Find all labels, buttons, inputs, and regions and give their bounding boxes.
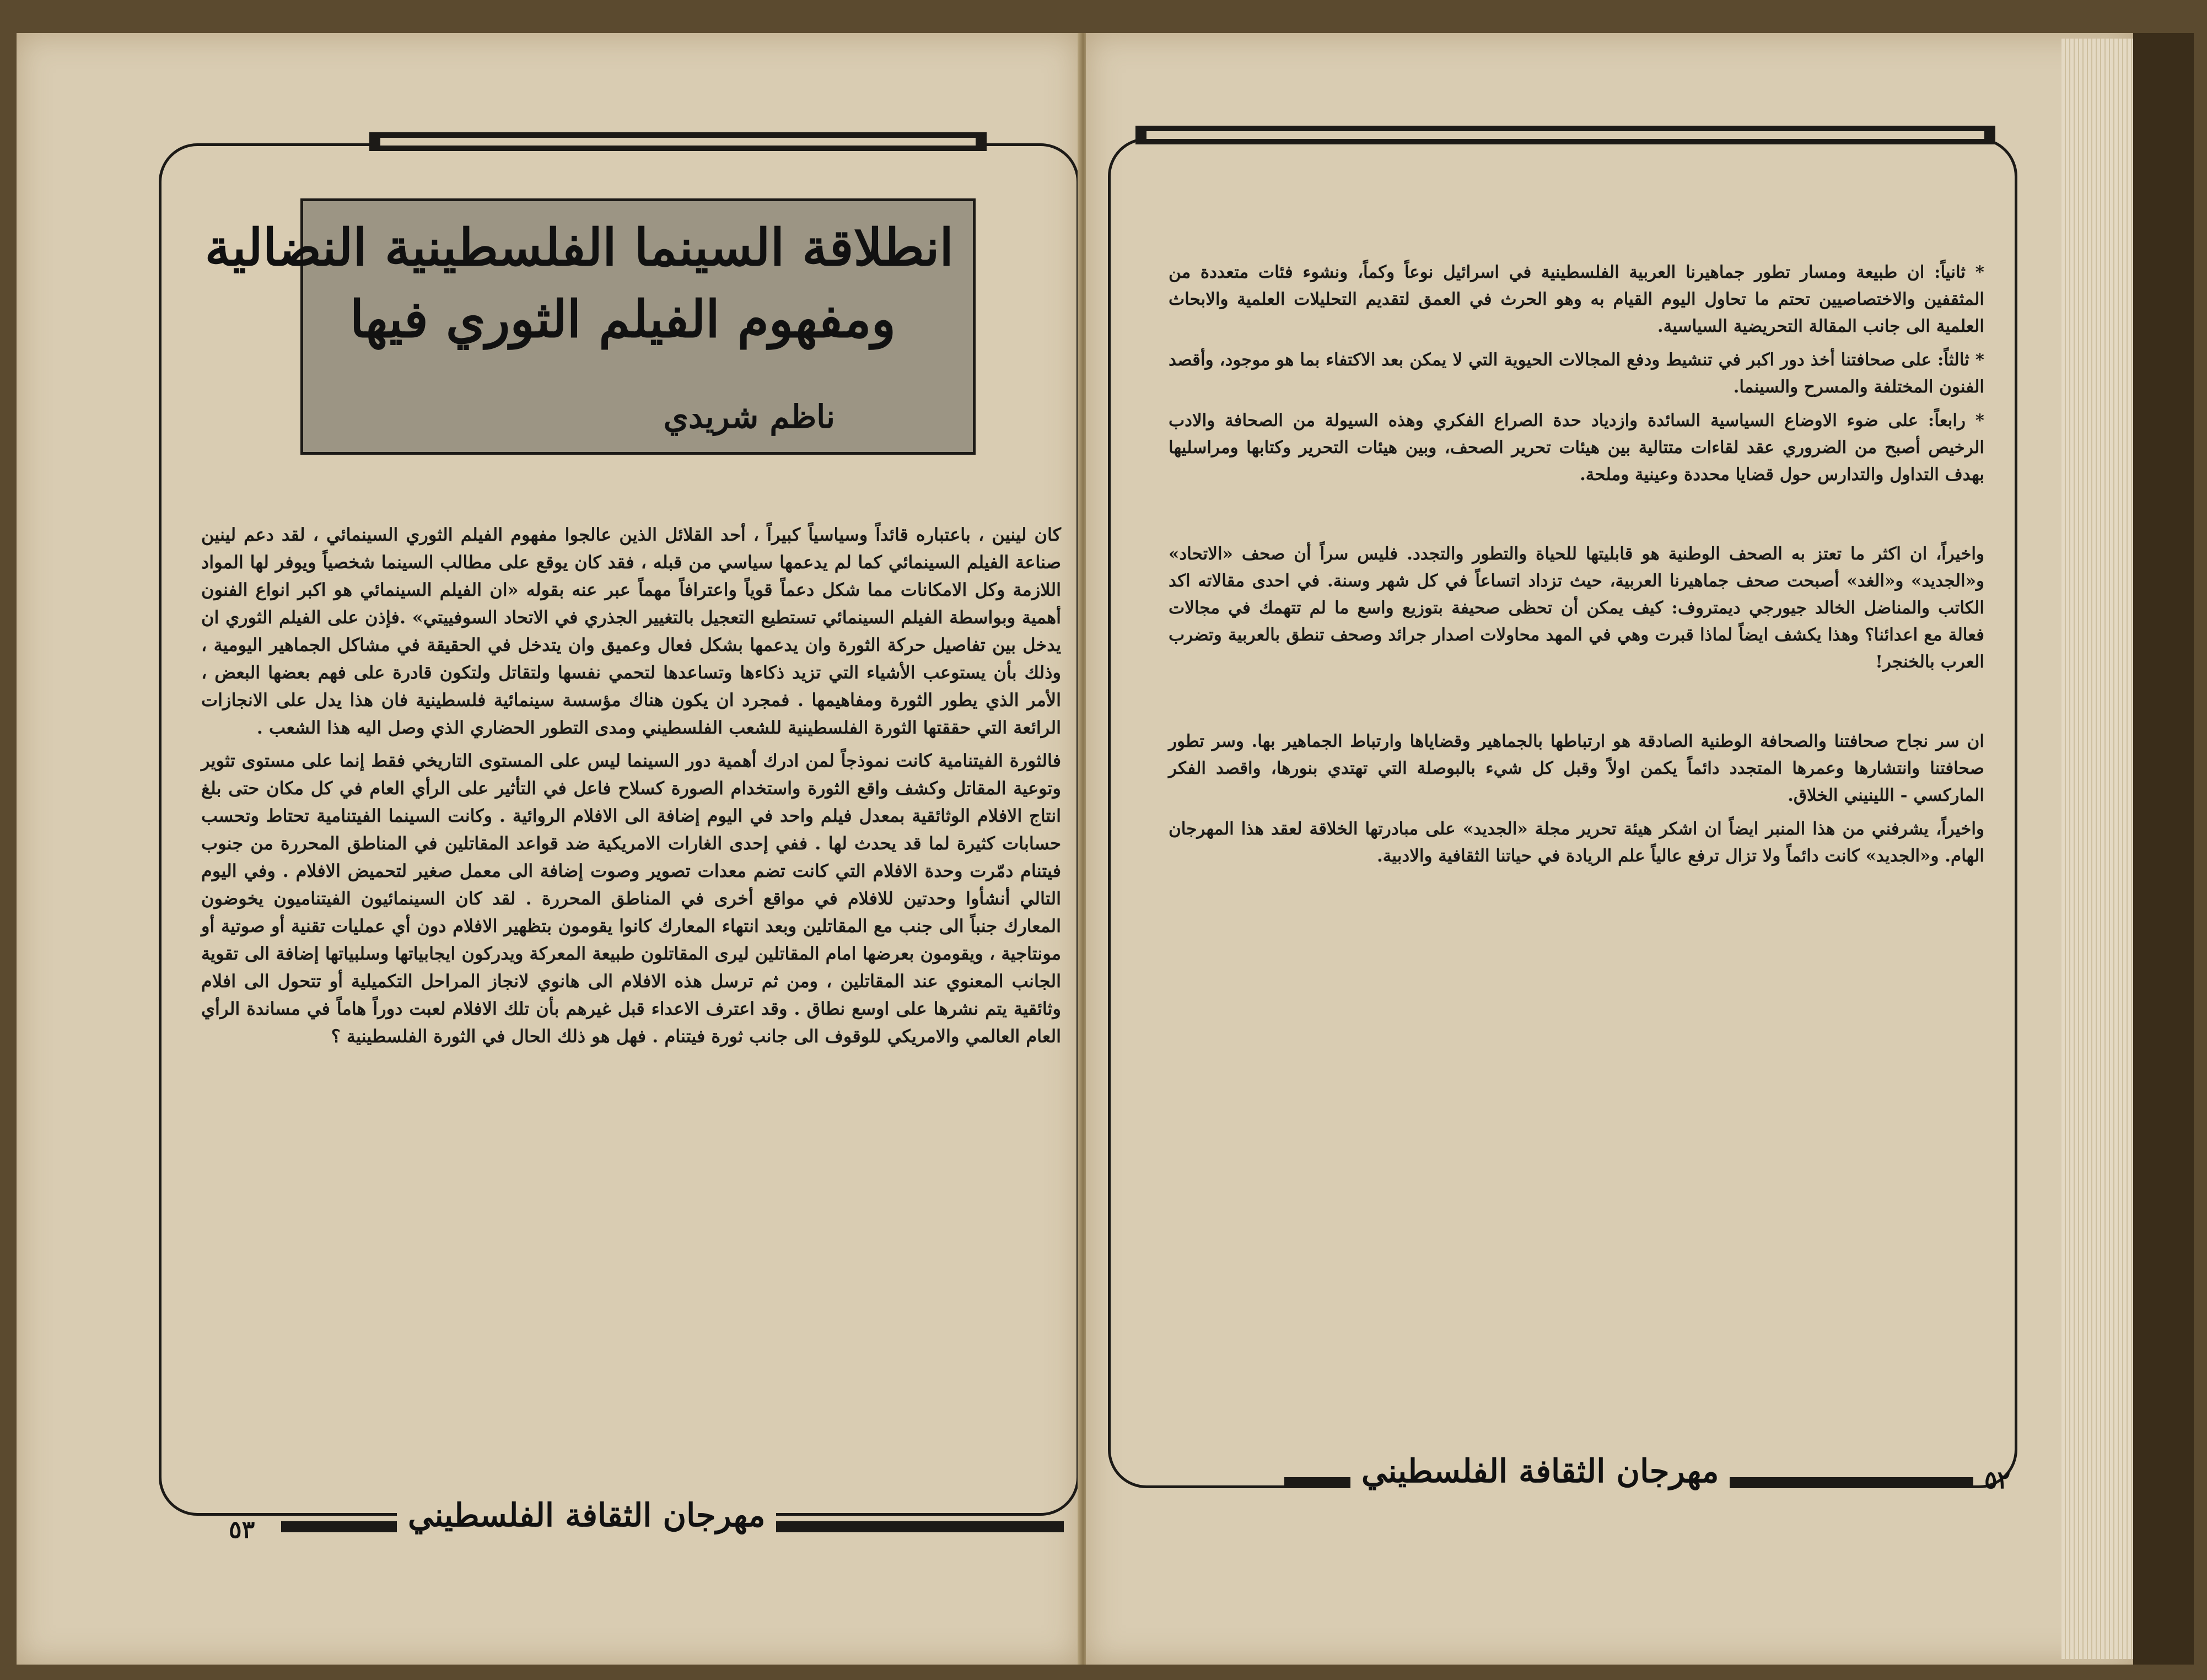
- right-paragraph-success: ان سر نجاح صحافتنا والصحافة الوطنية الصادقة هو ارتباطها بالجماهير وقضاياها وارتباط الجماهير بها. وسر تطور صحافتنا وانتشارها وعمرها المتجدد دائماً يكمن اولاً وقبل كل شيء بالبوصلة التي تهتدي بنورها، واقصد الفكر الماركسي - اللينيني الخلاق.: [1169, 731, 1984, 805]
- left-page: [17, 33, 1080, 1665]
- left-article-body: [201, 521, 1061, 1056]
- right-article-body: [1169, 259, 1984, 922]
- right-paragraph-finally: واخيراً، ان اكثر ما تعتز به الصحف الوطنية هو قابليتها للحياة والتطور والتجدد. فليس سراً أن صحف «الاتحاد» و«الجديد» و«الغد» أصبحت صحف جماهيرنا العربية، حيث تزداد اتساعاً في كل شهر وسنة. في احدى مقالاته اكد الكاتب والمناضل الخالد جيورجي ديمتروف: كيف يمكن أن تحظى صحيفة بتوزيع واسع ما لم تتهمك في مجالات فعالة مع اعدائنا؟ وهذا يكشف ايضاً لماذا قبرت وهي في المهد محاولات اصدار جرائد وصحف تنطق بالعربية وتضرب العرب بالخنجر!: [1169, 544, 1984, 672]
- book-spread: [17, 33, 2194, 1665]
- article-title-line-2: ومفهوم الفيلم الثوري فيها: [349, 289, 896, 349]
- right-footer-title: مهرجان الثقافة الفلسطيني: [1350, 1452, 1730, 1490]
- left-paragraph-1: كان لينين ، باعتباره قائداً وسياسياً كبيراً ، أحد القلائل الذين عالجوا مفهوم الفيلم الثوري السينمائي ، لقد دعم لينين صناعة الفيلم السينمائي كما لم يدعمها سياسي من قبله ، فقد كان يوقع على مطالب السينما شخصياً ويوفر لها المواد اللازمة وكل الامكانات مما شكل دعماً قوياً واعترافاً مهماً عبر عنه بقوله «ان الفيلم السينمائي هو اكبر انواع الفنون أهمية وبواسطة الفيلم السينمائي تستطيع التعجيل بالتغيير الجذري في الاتحاد السوفييتي» .فإذن على الفيلم الثوري ان يدخل بين تفاصيل حركة الثورة وان يدعمها بشكل فعال وعميق وان يتدخل في الحقيقة في مشاكل الجماهير اليومية ، وذلك بأن يستوعب الأشياء التي تزيد ذكاءها وتساعدها لتحمي نفسها ولتقاتل ولتكون قادرة على فهم بعضها البعض ، الأمر الذي يطور الثورة ومفاهيمها . فمجرد ان يكون هناك مؤسسة سينمائية فلسطينية فان هذا يدل على الانجازات الرائعة التي حققتها الثورة الفلسطينية للشعب الفلسطيني ومدى التطور الحضاري الذي وصل اليه هذا الشعب .: [201, 524, 1061, 738]
- right-paragraph-thirdly: * ثالثاً: على صحافتنا أخذ دور اكبر في تنشيط ودفع المجالات الحيوية التي لا يمكن بعد الاكتفاء بما هو موجود، وأقصد الفنون المختلفة والمسرح والسينما.: [1169, 350, 1984, 397]
- article-title-box: [204, 198, 976, 455]
- right-block-1: [1169, 259, 1984, 488]
- right-paragraph-secondly: * ثانياً: ان طبيعة ومسار تطور جماهيرنا العربية الفلسطينية في اسرائيل نوعاً وكماً، ونشوء فئات متعددة من المثقفين والاختصاصيين تحتم ما تحاول اليوم القيام به وهو الحرث في العمق لتقديم التحليلات العلمية والابحاث العلمية الى جانب المقالة التحريضية السياسية.: [1169, 262, 1984, 336]
- left-footer-title: مهرجان الثقافة الفلسطيني: [397, 1496, 776, 1534]
- right-page: [1086, 33, 2133, 1665]
- article-author: ناظم شريدي: [663, 398, 835, 435]
- page-edges: [2061, 39, 2133, 1659]
- right-paragraph-thanks: واخيراً، يشرفني من هذا المنبر ايضاً ان اشكر هيئة تحرير مجلة «الجديد» على مبادرتها الخلاقة لعقد هذا المهرجان الهام. و«الجديد» كانت دائماً ولا تزال ترفع عالياً علم الريادة في حياتنا الثقافية والادبية.: [1169, 819, 1984, 866]
- right-page-number: ٥٢: [1984, 1466, 2011, 1494]
- article-title-line-1: انطلاقة السينما الفلسطينية النضالية: [204, 218, 954, 277]
- left-page-number: ٥٣: [229, 1516, 255, 1544]
- right-paragraph-fourthly: * رابعاً: على ضوء الاوضاع السياسية السائدة وازدياد حدة الصراع الفكري وهذه السيولة من الصحافة والادب الرخيص أصبح من الضروري عقد لقاءات متتالية بين هيئات تحرير الصحف، وبين هيئات التحرير وكتابها ومراسليها بهدف التداول والتدارس حول قضايا محددة وعينية وملحة.: [1169, 411, 1984, 484]
- left-paragraph-2: فالثورة الفيتنامية كانت نموذجاً لمن ادرك أهمية دور السينما ليس على المستوى التاريخي فقط إنما على مستوى تثوير وتوعية المقاتل وكشف واقع الثورة واستخدام الصورة كسلاح فاعل في التأثير على الرأي العام في كل مكان حتى بلغ انتاج الافلام الوثائقية بمعدل فيلم واحد في اليوم إضافة الى الافلام الروائية . وكانت السينما الفيتنامية تحتاط وتحسب حسابات كثيرة لما قد يحدث لها . ففي إحدى الغارات الامريكية ضد قواعد المقاتلين في المناطق المحررة من جنوب فيتنام دمّرت وحدة الافلام التي كانت تضم معدات تصوير وصوت إضافة الى معمل صغير لتحميض الافلام . وفي اليوم التالي أنشأوا وحدتين للافلام في مواقع أخرى في المناطق المحررة . لقد كان السينمائيون الفيتناميون يخوضون المعارك جنباً الى جنب مع المقاتلين وبعد انتهاء المعارك كانوا يقومون بتظهير الافلام دون أي عمليات تقنية أو صوتية أو مونتاجية ، ويقومون بعرضها امام المقاتلين ليرى المقاتلون طبيعة المعركة ويدركون ايجابياتها وسلبياتها إضافة الى تقوية الجانب المعنوي عند المقاتلين ، ومن ثم ترسل هذه الافلام الى هانوي لانجاز المراحل التكميلية أو تتحول الى افلام وثائقية يتم نشرها على اوسع نطاق . وقد اعترف الاعداء قبل غيرهم بأن تلك الافلام لعبت دوراً هاماً في مساندة الرأي العام العالمي والامريكي للوقوف الى جانب ثورة فيتنام . فهل هو ذلك الحال في الثورة الفلسطينية ؟: [201, 750, 1062, 1047]
- right-block-3: [1169, 728, 1984, 870]
- right-block-2: [1169, 541, 1984, 676]
